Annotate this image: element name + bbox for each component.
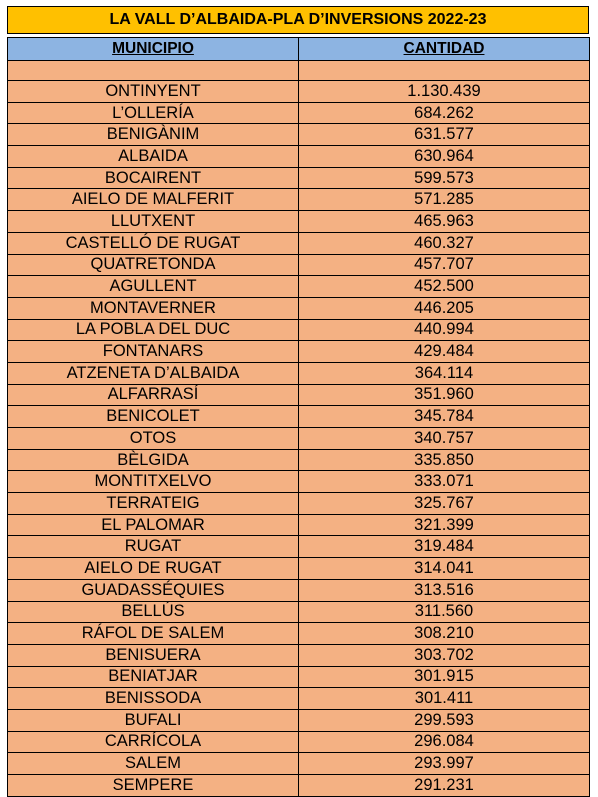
- cantidad-cell: 314.041: [299, 558, 590, 580]
- cantidad-cell: 333.071: [299, 471, 590, 493]
- municipio-cell: RÁFOL DE SALEM: [8, 623, 299, 645]
- cantidad-cell: 293.997: [299, 753, 590, 775]
- cantidad-cell: 457.707: [299, 254, 590, 276]
- cantidad-cell: 303.702: [299, 644, 590, 666]
- municipio-cell: AGULLENT: [8, 276, 299, 298]
- municipio-cell: LLUTXENT: [8, 211, 299, 233]
- municipio-cell: BENISSODA: [8, 688, 299, 710]
- table-row: [8, 514, 590, 536]
- table-row: [8, 167, 590, 189]
- cantidad-cell: 571.285: [299, 189, 590, 211]
- cantidad-cell: 452.500: [299, 276, 590, 298]
- municipio-cell: ATZENETA D’ALBAIDA: [8, 362, 299, 384]
- cantidad-cell: 364.114: [299, 362, 590, 384]
- municipio-cell: BUFALI: [8, 709, 299, 731]
- municipio-cell: FONTANARS: [8, 341, 299, 363]
- table-row: [8, 688, 590, 710]
- municipio-cell: CASTELLÓ DE RUGAT: [8, 232, 299, 254]
- empty-row: [8, 61, 590, 81]
- municipio-cell: ALBAIDA: [8, 146, 299, 168]
- cantidad-cell: 446.205: [299, 297, 590, 319]
- table-row: [8, 189, 590, 211]
- municipio-cell: QUATRETONDA: [8, 254, 299, 276]
- table-row: [8, 102, 590, 124]
- inversiones-table: [7, 37, 590, 797]
- table-row: [8, 146, 590, 168]
- table-row: [8, 232, 590, 254]
- cantidad-cell: 351.960: [299, 384, 590, 406]
- municipio-cell: MONTITXELVO: [8, 471, 299, 493]
- table-row: [8, 276, 590, 298]
- municipio-cell: TERRATEIG: [8, 493, 299, 515]
- table-row: [8, 753, 590, 775]
- cantidad-cell: 325.767: [299, 493, 590, 515]
- table-row: [8, 406, 590, 428]
- cantidad-cell: 301.915: [299, 666, 590, 688]
- cantidad-cell: 684.262: [299, 102, 590, 124]
- table-row: [8, 601, 590, 623]
- table-row: [8, 471, 590, 493]
- municipio-cell: BELLÚS: [8, 601, 299, 623]
- municipio-cell: BENIATJAR: [8, 666, 299, 688]
- empty-cell: [8, 61, 299, 81]
- municipio-cell: EL PALOMAR: [8, 514, 299, 536]
- cantidad-cell: 465.963: [299, 211, 590, 233]
- municipio-cell: LA POBLA DEL DUC: [8, 319, 299, 341]
- cantidad-cell: 319.484: [299, 536, 590, 558]
- cantidad-cell: 630.964: [299, 146, 590, 168]
- table-row: [8, 536, 590, 558]
- table-row: [8, 449, 590, 471]
- cantidad-cell: 335.850: [299, 449, 590, 471]
- table-row: [8, 775, 590, 797]
- column-header-cantidad: CANTIDAD: [299, 38, 590, 61]
- cantidad-cell: 440.994: [299, 319, 590, 341]
- municipio-cell: BOCAIRENT: [8, 167, 299, 189]
- municipio-cell: ONTINYENT: [8, 81, 299, 103]
- table-row: [8, 709, 590, 731]
- page-title: LA VALL D’ALBAIDA-PLA D’INVERSIONS 2022-23: [7, 6, 589, 34]
- table-row: [8, 558, 590, 580]
- cantidad-cell: 460.327: [299, 232, 590, 254]
- municipio-cell: BENICOLET: [8, 406, 299, 428]
- table-row: [8, 493, 590, 515]
- municipio-cell: MONTAVERNER: [8, 297, 299, 319]
- table-row: [8, 211, 590, 233]
- table-row: [8, 362, 590, 384]
- table-row: [8, 124, 590, 146]
- cantidad-cell: 311.560: [299, 601, 590, 623]
- municipio-cell: AIELO DE MALFERIT: [8, 189, 299, 211]
- municipio-cell: L’OLLERÍA: [8, 102, 299, 124]
- municipio-cell: BENISUERA: [8, 644, 299, 666]
- table-row: [8, 731, 590, 753]
- municipio-cell: ALFARRASÍ: [8, 384, 299, 406]
- cantidad-cell: 291.231: [299, 775, 590, 797]
- table-row: [8, 254, 590, 276]
- cantidad-cell: 313.516: [299, 579, 590, 601]
- cantidad-cell: 1.130.439: [299, 81, 590, 103]
- municipio-cell: CARRÍCOLA: [8, 731, 299, 753]
- cantidad-cell: 340.757: [299, 428, 590, 450]
- cantidad-cell: 429.484: [299, 341, 590, 363]
- table-row: [8, 428, 590, 450]
- cantidad-cell: 631.577: [299, 124, 590, 146]
- municipio-cell: RUGAT: [8, 536, 299, 558]
- table-row: [8, 579, 590, 601]
- table-row: [8, 623, 590, 645]
- table-row: [8, 319, 590, 341]
- table-row: [8, 341, 590, 363]
- municipio-cell: AIELO DE RUGAT: [8, 558, 299, 580]
- municipio-cell: SALEM: [8, 753, 299, 775]
- cantidad-cell: 301.411: [299, 688, 590, 710]
- cantidad-cell: 599.573: [299, 167, 590, 189]
- column-header-municipio: MUNICIPIO: [8, 38, 299, 61]
- municipio-cell: GUADASSÉQUIES: [8, 579, 299, 601]
- table-row: [8, 297, 590, 319]
- cantidad-cell: 321.399: [299, 514, 590, 536]
- table-row: [8, 644, 590, 666]
- municipio-cell: SEMPERE: [8, 775, 299, 797]
- municipio-cell: BENIGÀNIM: [8, 124, 299, 146]
- cantidad-cell: 296.084: [299, 731, 590, 753]
- header-row: [8, 38, 590, 61]
- cantidad-cell: 299.593: [299, 709, 590, 731]
- empty-cell: [299, 61, 590, 81]
- table-body: [8, 61, 590, 797]
- table-row: [8, 384, 590, 406]
- cantidad-cell: 308.210: [299, 623, 590, 645]
- table-row: [8, 666, 590, 688]
- cantidad-cell: 345.784: [299, 406, 590, 428]
- table-row: [8, 81, 590, 103]
- municipio-cell: OTOS: [8, 428, 299, 450]
- municipio-cell: BÈLGIDA: [8, 449, 299, 471]
